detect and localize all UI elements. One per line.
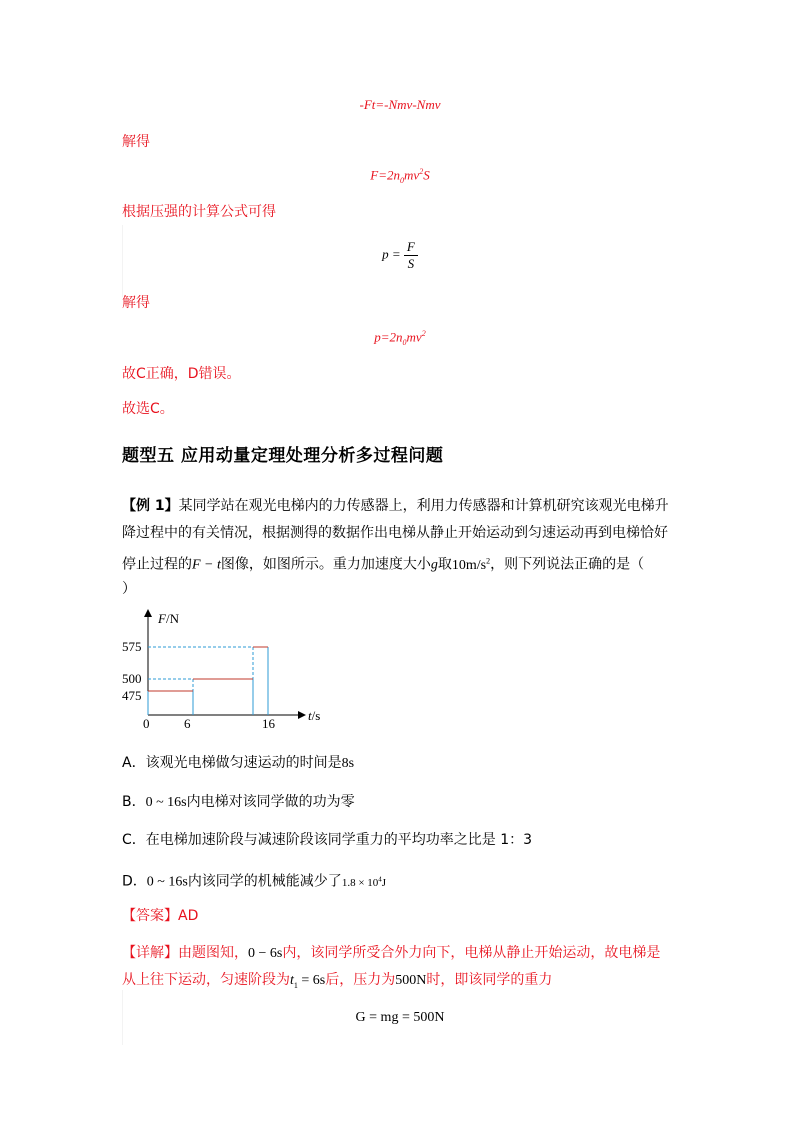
x-tick-0: 0 <box>143 716 150 731</box>
y-tick-500: 500 <box>122 671 142 686</box>
text-pressure-formula: 根据压强的计算公式可得 <box>122 204 276 220</box>
y-tick-475: 475 <box>122 688 142 703</box>
formula-momentum: -Ft=-Nmv-Nmv <box>359 97 441 112</box>
answer: 【答案】AD <box>122 908 199 924</box>
y-tick-575: 575 <box>122 639 142 654</box>
section-heading: 题型五 应用动量定理处理分析多过程问题 <box>122 446 444 466</box>
detail-explanation: 【详解】由题图知，0 − 6s内，该同学所受合外力向下，电梯从静止开始运动，故电梯是 从上往下运动，匀速阶段为$t_1 = 6s$后，压力为500N时，即该同学的重力 <box>122 945 661 990</box>
formula-pressure: p = $\frac{F}{S}$ <box>0 239 800 272</box>
option-a[interactable]: A．该观光电梯做匀速运动的时间是8s <box>122 755 355 771</box>
x-tick-6: 6 <box>184 716 191 731</box>
option-b[interactable]: B．0 ~ 16s内电梯对该同学做的功为零 <box>122 794 355 810</box>
text-solve-1: 解得 <box>122 134 150 150</box>
y-axis-label: F/N <box>158 611 179 626</box>
text-solve-2: 解得 <box>122 295 150 311</box>
option-c[interactable]: C．在电梯加速阶段与减速阶段该同学重力的平均功率之比是 1：3 <box>122 832 533 848</box>
text-conclusion: 故C正确，D错误。 <box>122 366 241 382</box>
example-question: 【例 1】某同学站在观光电梯内的力传感器上，利用力传感器和计算机研究该观光电梯升 降过程中的有关情况，根据测得的数据作出电梯从静止开始运动到匀速运动再到电梯恰好 停止过程的F − t图像，如图所示。重力加速度大小g取$10m/s^2$，则下列说法正确的是（ ） <box>122 498 669 597</box>
formula-gravity: G = mg = 500N <box>355 1010 445 1025</box>
x-axis-label: t/s <box>308 708 321 723</box>
margin-bar <box>122 225 129 297</box>
formula-pressure-result: $p=2n_0mv^2$ <box>374 329 426 347</box>
example-tag: 【例 1】 <box>122 498 179 514</box>
formula-force: $F=2n_0mv^2S$ <box>370 167 430 185</box>
option-d[interactable]: D．0 ~ 16s内该同学的机械能减少了$1.8 \times 10^4J$ <box>122 873 387 890</box>
text-answer-choice: 故选C。 <box>122 401 174 417</box>
x-tick-16: 16 <box>262 716 275 731</box>
ft-chart <box>120 605 330 735</box>
detail-tag: 【详解】 <box>122 945 178 961</box>
